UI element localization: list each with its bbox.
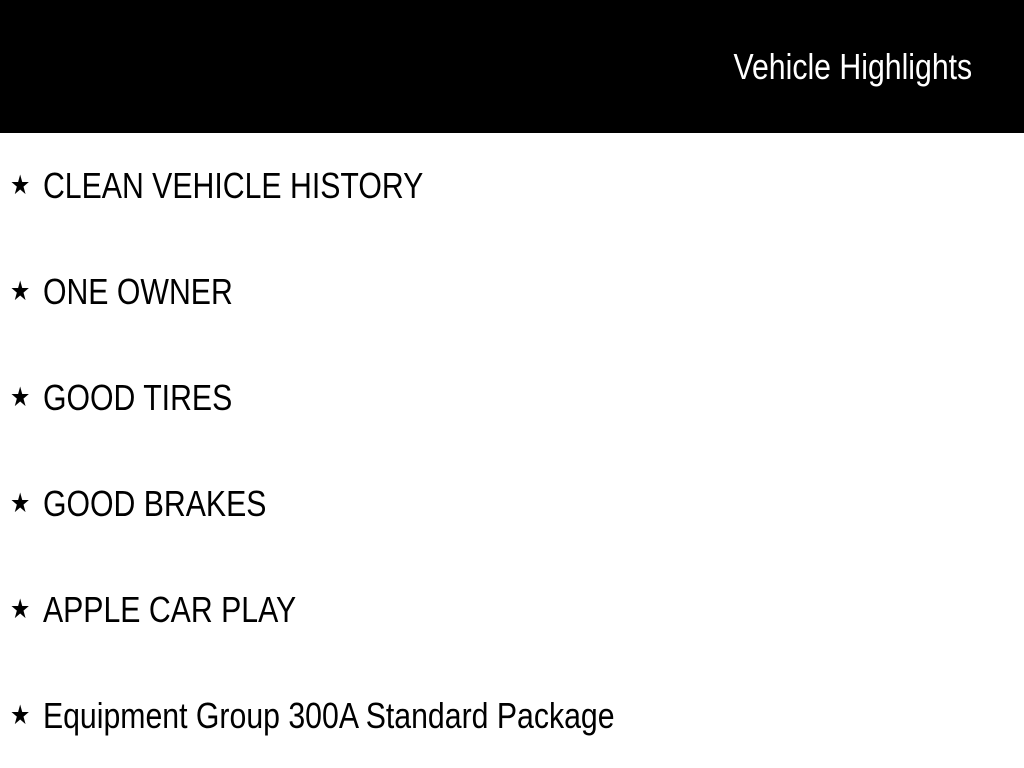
list-item-row (10, 271, 233, 312)
list-item (0, 133, 1024, 239)
list-item (0, 239, 1024, 345)
list-item-row (10, 377, 232, 418)
list-item-label: CLEAN VEHICLE HISTORY (42, 165, 424, 207)
list-item-label: APPLE CAR PLAY (42, 589, 297, 631)
star-bullet-icon: ★ (10, 488, 31, 520)
list-item-label: Equipment Group 300A Standard Package (42, 695, 615, 737)
list-item-row (10, 165, 423, 206)
list-item-row (10, 695, 615, 736)
list-item (0, 345, 1024, 451)
header-bar (0, 0, 1024, 133)
star-bullet-icon: ★ (10, 594, 31, 626)
list-item-label: ONE OWNER (42, 271, 233, 313)
list-item-row (10, 589, 296, 630)
star-bullet-icon: ★ (10, 700, 31, 732)
list-item-label: GOOD TIRES (42, 377, 233, 419)
list-item (0, 663, 1024, 768)
star-bullet-icon: ★ (10, 170, 31, 202)
star-bullet-icon: ★ (10, 382, 31, 414)
list-item-label: GOOD BRAKES (42, 483, 267, 525)
page-title: Vehicle Highlights (733, 45, 972, 87)
star-bullet-icon: ★ (10, 276, 31, 308)
list-item (0, 557, 1024, 663)
highlights-list (0, 133, 1024, 768)
list-item (0, 451, 1024, 557)
list-item-row (10, 483, 266, 524)
